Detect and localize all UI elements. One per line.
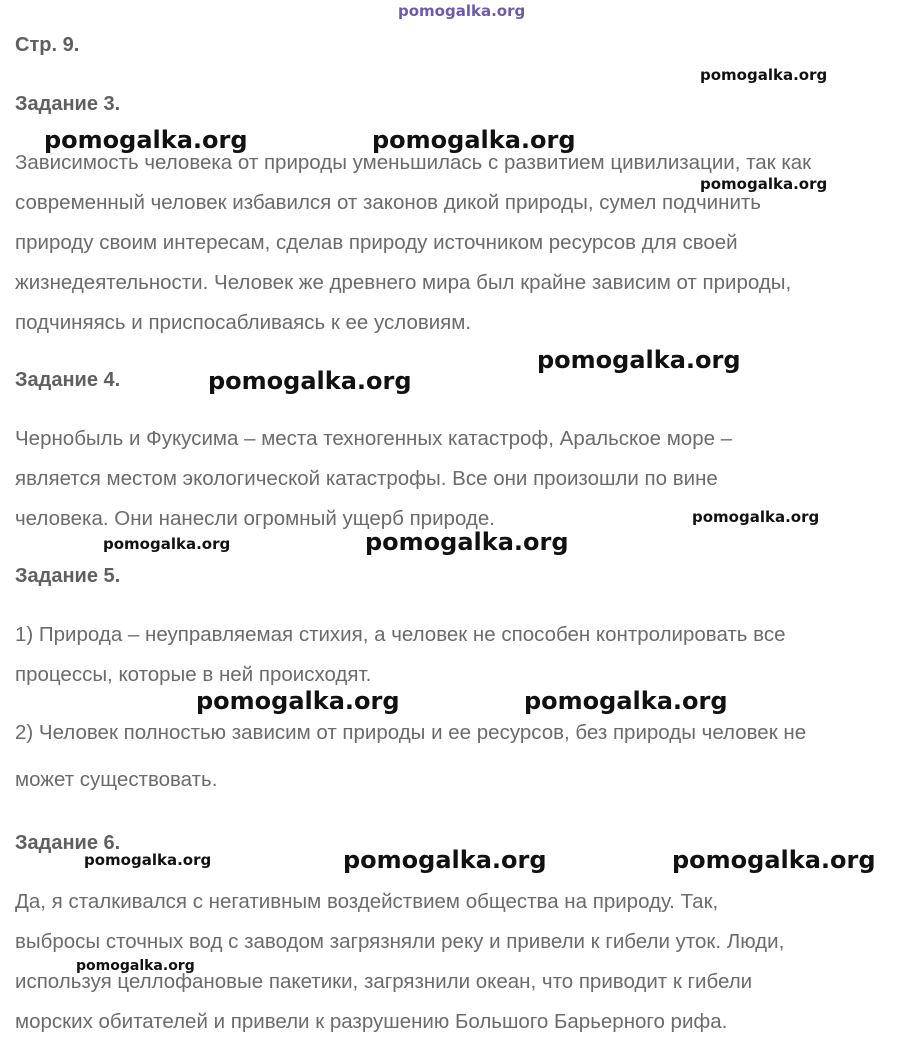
task-6-heading: Задание 6.: [15, 832, 121, 854]
watermark: pomogalka.org: [103, 535, 231, 553]
watermark: pomogalka.org: [208, 367, 412, 395]
watermark: pomogalka.org: [700, 66, 828, 84]
task-3-line-2: современный человек избавился от законов дикой природы, сумел подчинить: [15, 191, 761, 214]
task-5-line-1: 1) Природа – неуправляемая стихия, а человек не способен контролировать все: [15, 623, 786, 646]
task-6-line-4: морских обитателей и привели к разрушению Большого Барьерного рифа.: [15, 1010, 728, 1033]
watermark: pomogalka.org: [537, 346, 741, 374]
task-3-line-1: Зависимость человека от природы уменьшилась с развитием цивилизации, так как: [15, 151, 812, 174]
task-6-line-2: выбросы сточных вод с заводом загрязняли реку и привели к гибели уток. Люди,: [15, 930, 785, 953]
watermark: pomogalka.org: [343, 846, 547, 874]
watermark: pomogalka.org: [365, 528, 569, 556]
task-5-heading: Задание 5.: [15, 565, 121, 587]
task-4-heading: Задание 4.: [15, 369, 121, 391]
task-6-line-3: используя целлофановые пакетики, загрязнили океан, что приводит к гибели: [15, 970, 753, 993]
watermark: pomogalka.org: [692, 508, 820, 526]
task-4-line-1: Чернобыль и Фукусима – места техногенных катастроф, Аральское море –: [15, 427, 733, 450]
task-3-line-3: природу своим интересам, сделав природу источником ресурсов для своей: [15, 231, 738, 254]
watermark-top: pomogalka.org: [398, 2, 526, 20]
watermark: pomogalka.org: [196, 687, 400, 715]
watermark: pomogalka.org: [524, 687, 728, 715]
watermark: pomogalka.org: [700, 175, 828, 193]
task-3-line-5: подчиняясь и приспосабливаясь к ее условиям.: [15, 311, 472, 334]
watermark: pomogalka.org: [372, 126, 576, 154]
watermark: pomogalka.org: [44, 126, 248, 154]
watermark: pomogalka.org: [84, 851, 212, 869]
task-3-heading: Задание 3.: [15, 93, 121, 115]
task-5-line-3: 2) Человек полностью зависим от природы и ее ресурсов, без природы человек не: [15, 721, 807, 744]
task-6-line-1: Да, я сталкивался с негативным воздействием общества на природу. Так,: [15, 890, 719, 913]
task-5-line-4: может существовать.: [15, 768, 218, 791]
task-3-line-4: жизнедеятельности. Человек же древнего мира был крайне зависим от природы,: [15, 271, 792, 294]
task-4-line-3: человека. Они нанесли огромный ущерб природе.: [15, 507, 495, 530]
task-4-line-2: является местом экологической катастрофы. Все они произошли по вине: [15, 467, 718, 490]
watermark: pomogalka.org: [672, 846, 876, 874]
task-5-line-2: процессы, которые в ней происходят.: [15, 663, 372, 686]
watermark: pomogalka.org: [76, 958, 195, 974]
page-label: Стр. 9.: [15, 34, 80, 56]
